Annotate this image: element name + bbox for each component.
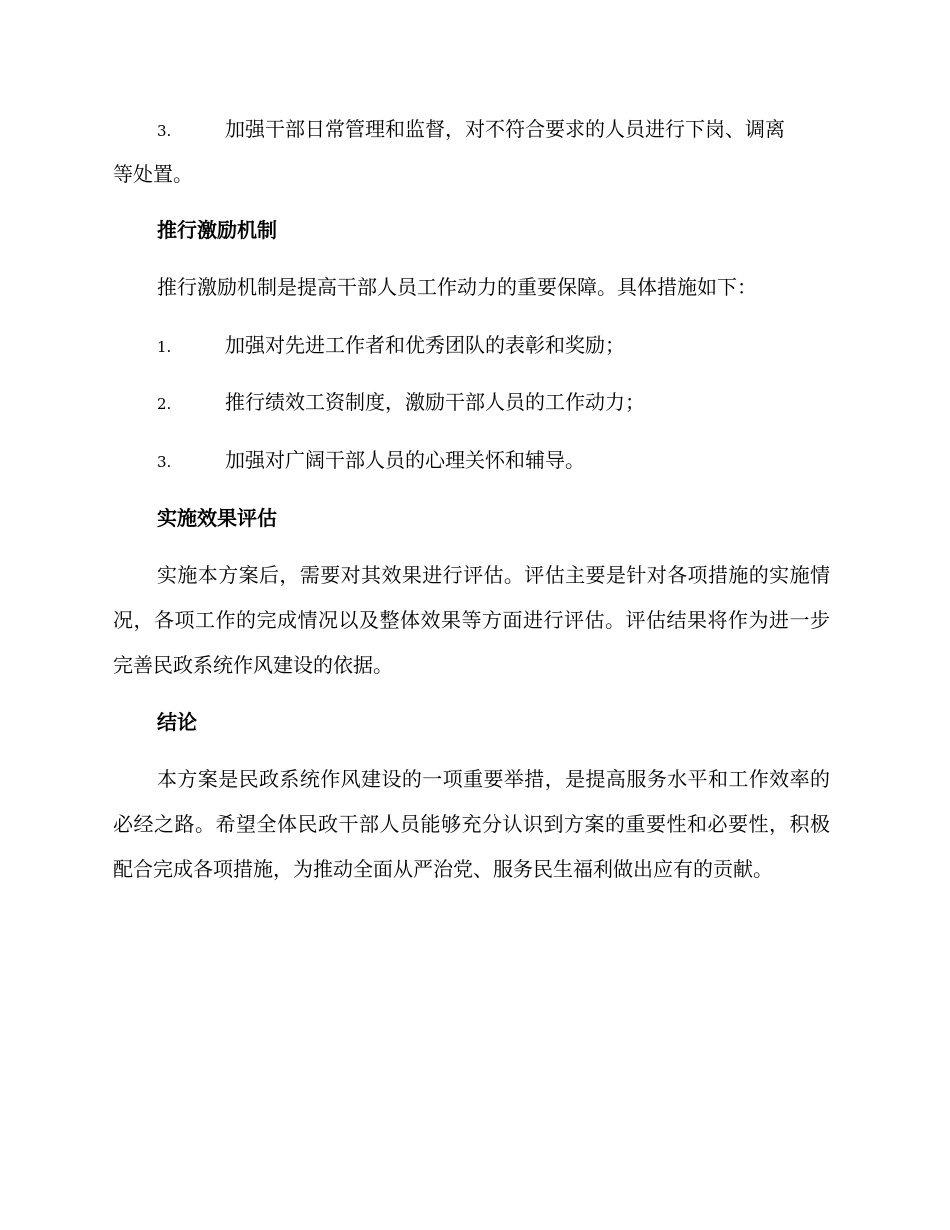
list-item — [157, 438, 832, 485]
section-body-evaluation: 实施本方案后，需要对其效果进行评估。评估主要是针对各项措施的实施情况，各项工作的完成情况以及整体效果等方面进行评估。评估结果将作为进一步完善民政系统作风建设的依据。 — [113, 563, 830, 677]
list-item-number: 3. — [157, 453, 172, 471]
list-item-text: 推行绩效工资制度，激励干部人员的工作动力； — [225, 390, 645, 414]
section-body-conclusion: 本方案是民政系统作风建设的一项重要举措，是提高服务水平和工作效率的必经之路。希望全体民政干部人员能够充分认识到方案的重要性和必要性，积极配合完成各项措施，为推动全面从严治党、服务民生福利做出应有的贡献。 — [113, 767, 830, 881]
list-item-number: 1. — [157, 338, 172, 356]
section-heading-conclusion: 结论 — [157, 710, 197, 734]
list-item-text: 加强对先进工作者和优秀团队的表彰和奖励； — [225, 333, 625, 357]
list-item-number: 2. — [157, 395, 172, 413]
list-item-continuation: 等处置。 — [113, 162, 193, 186]
list-item-number: 3. — [157, 122, 172, 140]
list-item-text: 加强干部日常管理和监督，对不符合要求的人员进行下岗、调离 — [225, 117, 785, 141]
list-item-text: 加强对广阔干部人员的心理关怀和辅导。 — [225, 448, 585, 472]
section-heading-evaluation: 实施效果评估 — [157, 506, 277, 530]
list-item — [157, 323, 832, 370]
section-heading-incentive: 推行激励机制 — [157, 218, 277, 242]
section-intro-incentive: 推行激励机制是提高干部人员工作动力的重要保障。具体措施如下： — [157, 275, 757, 299]
list-item — [157, 380, 832, 427]
list-item — [157, 107, 832, 154]
